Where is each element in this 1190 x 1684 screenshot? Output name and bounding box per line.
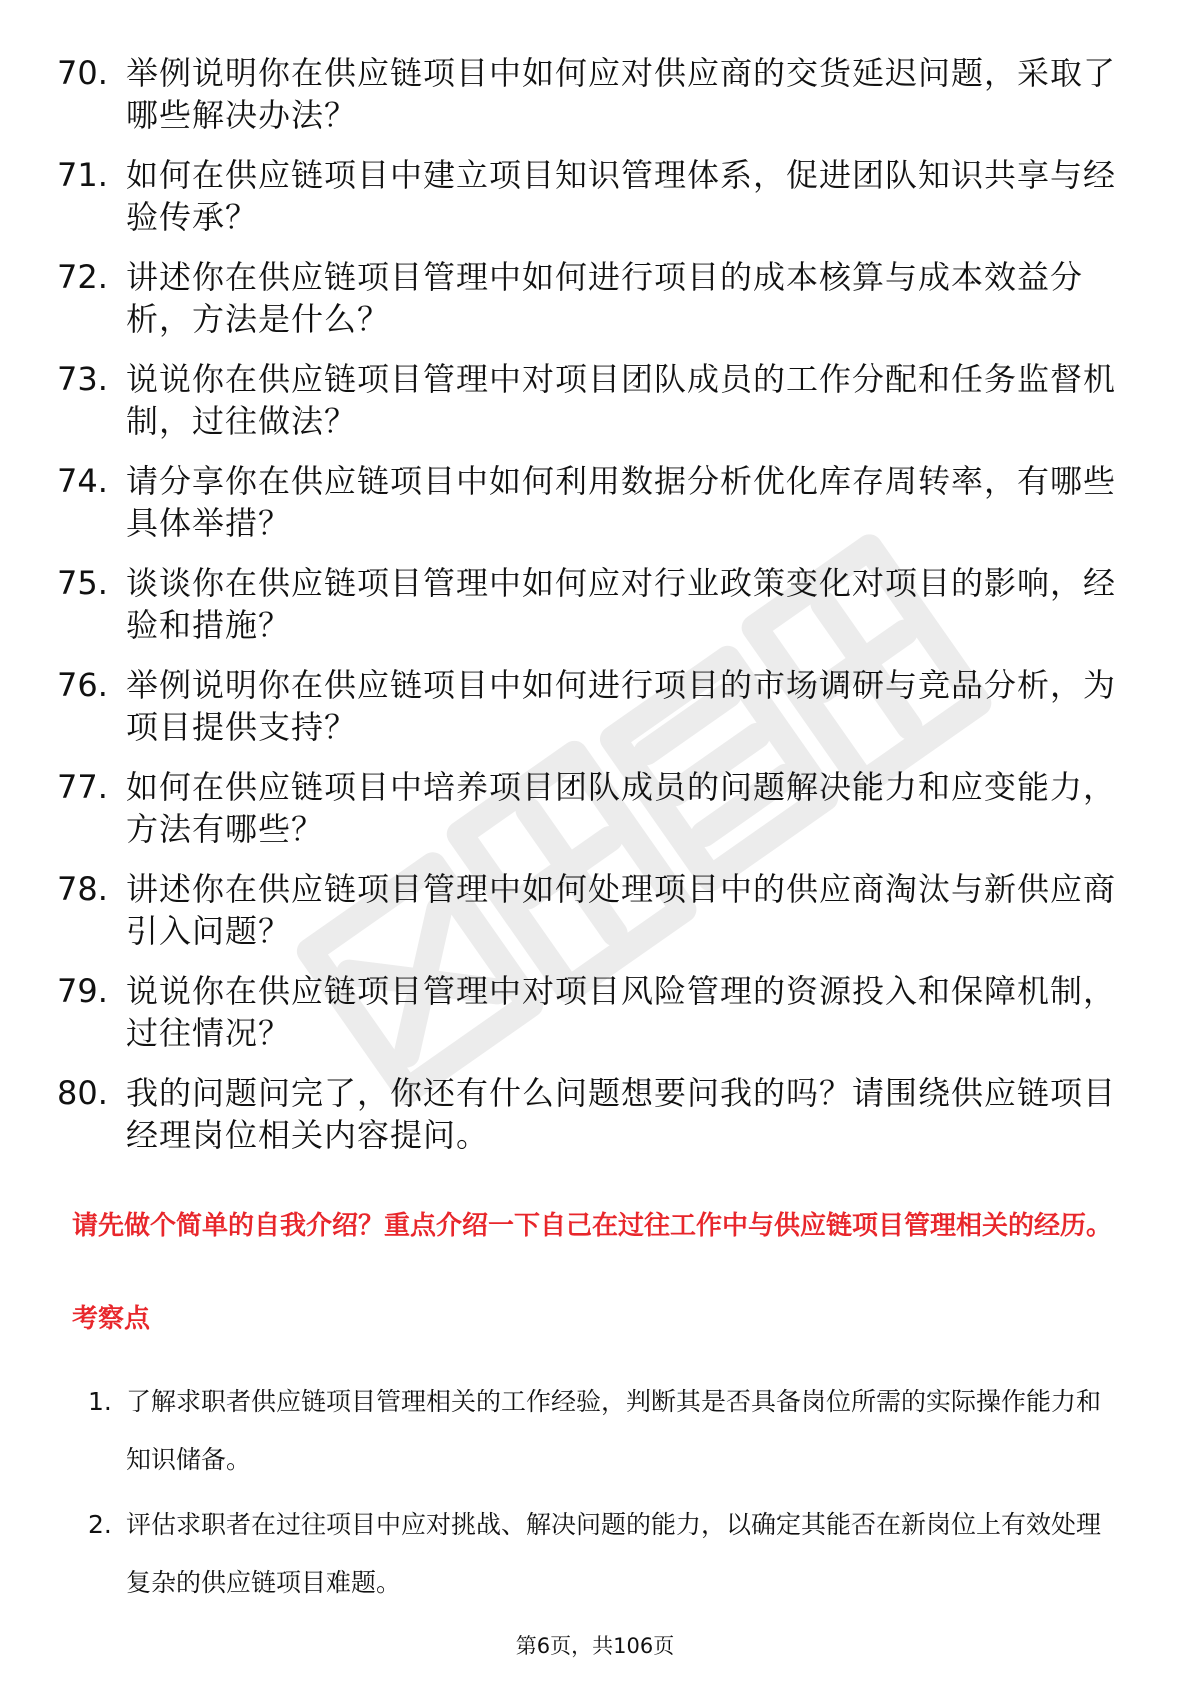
question-list bbox=[0, 52, 1190, 1174]
question-number: 73. bbox=[57, 360, 108, 398]
point-number: 1. bbox=[88, 1387, 112, 1416]
question-text: 请分享你在供应链项目中如何利用数据分析优化库存周转率，有哪些具体举措？ bbox=[126, 462, 1117, 542]
question-number: 72. bbox=[57, 258, 108, 296]
list-item bbox=[0, 1072, 1190, 1156]
list-item bbox=[0, 766, 1190, 850]
question-number: 78. bbox=[57, 870, 108, 908]
question-text: 我的问题问完了，你还有什么问题想要问我的吗？请围绕供应链项目经理岗位相关内容提问。 bbox=[126, 1074, 1117, 1154]
list-item bbox=[0, 562, 1190, 646]
list-item bbox=[0, 256, 1190, 340]
list-item bbox=[0, 460, 1190, 544]
point-text: 评估求职者在过往项目中应对挑战、解决问题的能力，以确定其能否在新岗位上有效处理复杂的供应链项目难题。 bbox=[126, 1510, 1102, 1597]
question-number: 75. bbox=[57, 564, 108, 602]
question-text: 举例说明你在供应链项目中如何应对供应商的交货延迟问题，采取了哪些解决办法？ bbox=[126, 54, 1117, 134]
question-text: 谈谈你在供应链项目管理中如何应对行业政策变化对项目的影响，经验和措施？ bbox=[126, 564, 1117, 644]
question-text: 如何在供应链项目中建立项目知识管理体系，促进团队知识共享与经验传承？ bbox=[126, 156, 1117, 236]
question-text: 举例说明你在供应链项目中如何进行项目的市场调研与竞品分析，为项目提供支持？ bbox=[126, 666, 1117, 746]
list-item bbox=[0, 970, 1190, 1054]
page-footer: 第6页，共106页 bbox=[515, 1634, 675, 1658]
question-number: 70. bbox=[57, 54, 108, 92]
list-item bbox=[0, 868, 1190, 952]
question-text: 如何在供应链项目中培养项目团队成员的问题解决能力和应变能力，方法有哪些？ bbox=[126, 768, 1117, 848]
section-heading: 考察点 bbox=[72, 1304, 151, 1334]
assessment-points-list bbox=[0, 1380, 1190, 1626]
point-number: 2. bbox=[88, 1510, 112, 1539]
question-text: 讲述你在供应链项目管理中如何处理项目中的供应商淘汰与新供应商引入问题？ bbox=[126, 870, 1117, 950]
list-item bbox=[0, 358, 1190, 442]
question-text: 说说你在供应链项目管理中对项目团队成员的工作分配和任务监督机制，过往做法？ bbox=[126, 360, 1117, 440]
list-item bbox=[0, 1373, 1190, 1489]
question-number: 76. bbox=[57, 666, 108, 704]
list-item bbox=[0, 154, 1190, 238]
question-number: 74. bbox=[57, 462, 108, 500]
list-item bbox=[0, 664, 1190, 748]
question-number: 79. bbox=[57, 972, 108, 1010]
question-text: 说说你在供应链项目管理中对项目风险管理的资源投入和保障机制，过往情况？ bbox=[126, 972, 1117, 1052]
highlighted-question: 请先做个简单的自我介绍？重点介绍一下自己在过往工作中与供应链项目管理相关的经历。 bbox=[72, 1211, 1113, 1241]
question-number: 77. bbox=[57, 768, 108, 806]
point-text: 了解求职者供应链项目管理相关的工作经验，判断其是否具备岗位所需的实际操作能力和知识储备。 bbox=[126, 1387, 1102, 1474]
list-item bbox=[0, 52, 1190, 136]
list-item bbox=[0, 1496, 1190, 1612]
question-number: 71. bbox=[57, 156, 108, 194]
question-text: 讲述你在供应链项目管理中如何进行项目的成本核算与成本效益分析，方法是什么？ bbox=[126, 258, 1084, 338]
question-number: 80. bbox=[57, 1074, 108, 1112]
